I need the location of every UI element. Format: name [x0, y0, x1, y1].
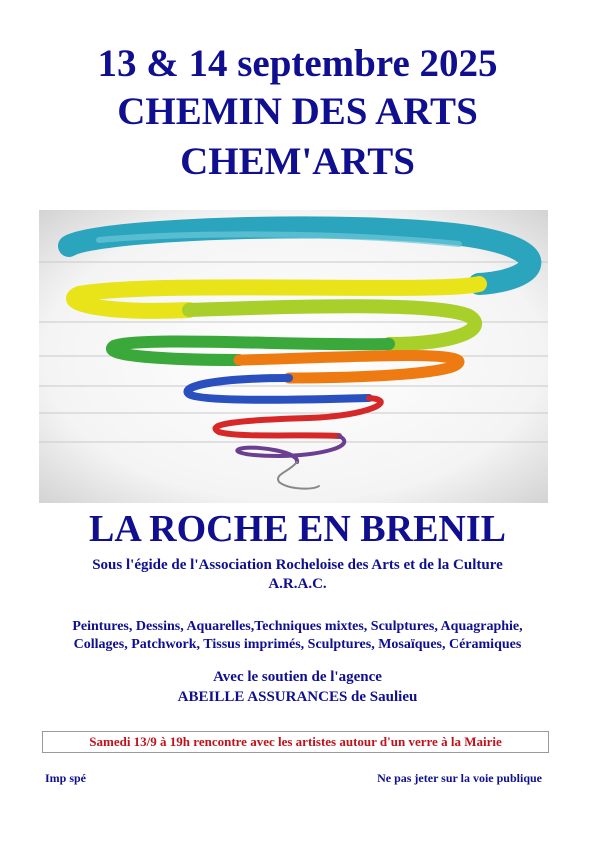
printer-note: Imp spé [45, 771, 87, 785]
sponsor-acronym: A.R.A.C. [268, 576, 327, 592]
support-agency: ABEILLE ASSURANCES de Saulieu [177, 689, 418, 705]
event-title: CHEMIN DES ARTS [117, 90, 478, 133]
disciplines-line1: Peintures, Dessins, Aquarelles,Techniques mixtes, Sculptures, Aquagraphie, [72, 619, 523, 634]
location: LA ROCHE EN BRENIL [88, 508, 507, 550]
event-subtitle: CHEM'ARTS [180, 140, 415, 183]
support-line: Avec le soutien de l'agence [213, 669, 382, 685]
disciplines-line2: Collages, Patchwork, Tissus imprimés, Sculptures, Mosaïques, Céramiques [73, 637, 522, 652]
event-date: 13 & 14 septembre 2025 [97, 42, 498, 85]
rainbow-spiral-artwork [39, 210, 548, 503]
event-announcement: Samedi 13/9 à 19h rencontre avec les artistes autour d'un verre à la Mairie [42, 731, 549, 753]
sponsor-line: Sous l'égide de l'Association Rocheloise des Arts et de la Culture [92, 557, 503, 573]
disposal-note: Ne pas jeter sur la voie publique [377, 771, 542, 785]
